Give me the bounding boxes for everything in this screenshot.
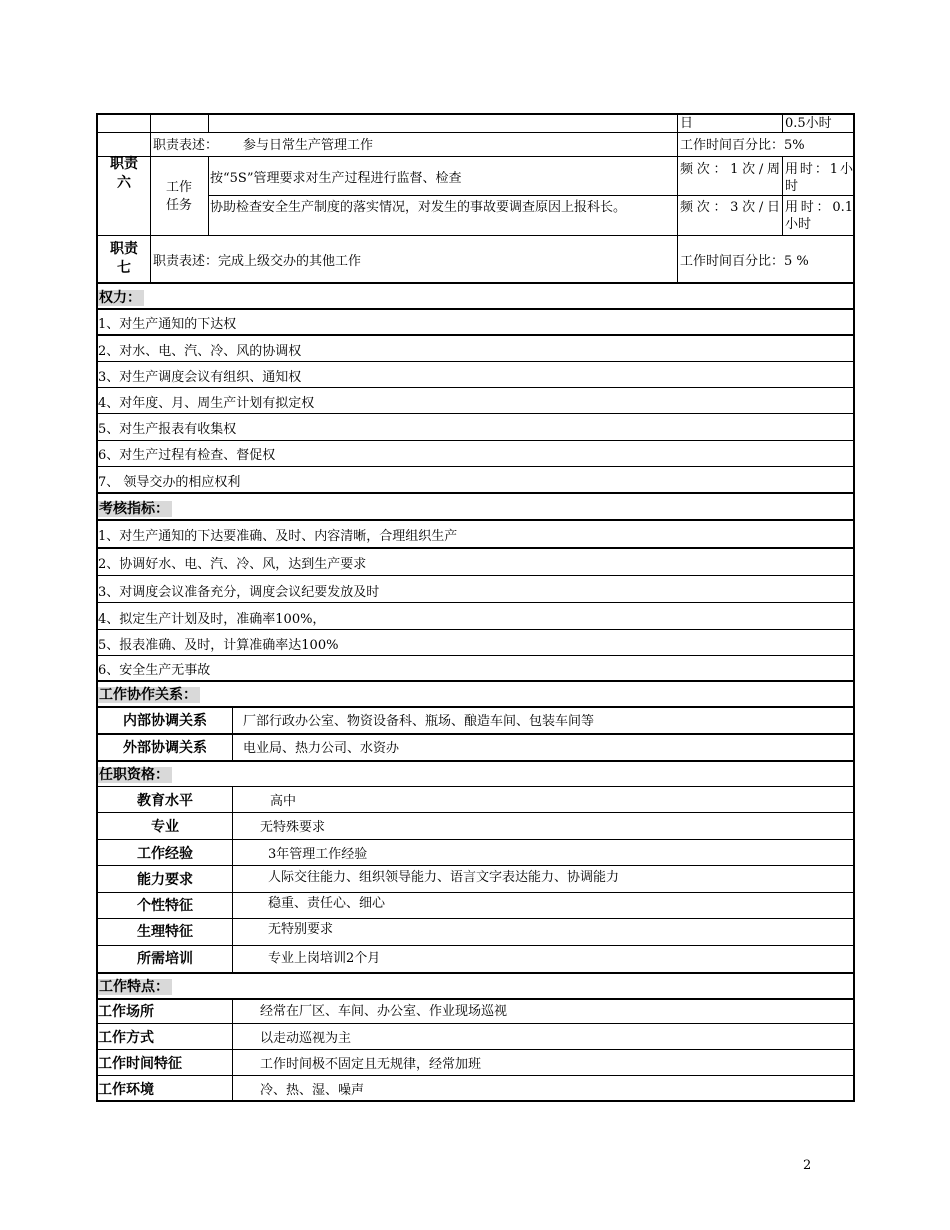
relation-label: 外部协调关系 xyxy=(123,740,207,756)
row-divider xyxy=(96,334,855,336)
feature-value: 经常在厂区、车间、办公室、作业现场巡视 xyxy=(260,1004,508,1019)
section-divider xyxy=(96,972,855,974)
col-divider xyxy=(150,113,151,282)
qualification-label: 所需培训 xyxy=(137,951,193,967)
row-divider xyxy=(96,998,855,1000)
qualification-value: 专业上岗培训2个月 xyxy=(268,951,381,966)
qualification-value: 人际交往能力、组织领导能力、语言文字表达能力、协调能力 xyxy=(268,870,620,885)
row-divider xyxy=(96,361,855,362)
task-time: 用时：0.1小时 xyxy=(785,200,853,232)
row-divider xyxy=(96,156,855,157)
col-divider xyxy=(232,998,233,1102)
row-divider xyxy=(96,387,855,388)
powers-title: 权力： xyxy=(98,290,144,306)
row-divider xyxy=(96,575,855,576)
power-item: 3、对生产调度会议有组织、通知权 xyxy=(98,370,302,385)
qualifications-title: 任职资格： xyxy=(98,767,172,783)
section-divider xyxy=(96,282,855,284)
row-divider xyxy=(96,1075,855,1076)
feature-value: 工作时间极不固定且无规律，经常加班 xyxy=(260,1057,482,1072)
qualification-label: 专业 xyxy=(151,819,179,835)
row-divider xyxy=(96,308,855,310)
power-item: 1、对生产通知的下达权 xyxy=(98,317,237,332)
power-item: 4、对年度、月、周生产计划有拟定权 xyxy=(98,396,315,411)
duty7-desc: 职责表述：完成上级交办的其他工作 xyxy=(153,254,362,269)
section-divider xyxy=(96,680,855,682)
duty7-percent: 工作时间百分比：5 % xyxy=(680,254,809,269)
kpi-title: 考核指标： xyxy=(98,501,172,517)
feature-label: 工作方式 xyxy=(98,1030,154,1046)
row-divider xyxy=(96,892,855,893)
features-title: 工作特点： xyxy=(98,979,172,995)
duty7-label: 职责七 xyxy=(110,241,138,276)
power-item: 2、对水、电、汽、冷、风的协调权 xyxy=(98,344,302,359)
row-divider xyxy=(96,547,855,549)
power-item: 5、对生产报表有收集权 xyxy=(98,422,237,437)
task-freq: 频次：3次/日 xyxy=(680,200,780,215)
row-divider xyxy=(96,466,855,467)
feature-label: 工作场所 xyxy=(98,1004,154,1020)
task-label: 工作任务 xyxy=(165,180,192,213)
section-divider xyxy=(96,760,855,762)
row-divider xyxy=(96,706,855,708)
qualification-value: 稳重、责任心、细心 xyxy=(268,896,386,911)
duty6-label: 职责六 xyxy=(110,156,138,191)
relation-value: 电业局、热力公司、水资办 xyxy=(243,741,400,756)
feature-value: 冷、热、湿、噪声 xyxy=(260,1083,365,1098)
duty6-desc: 参与日常生产管理工作 xyxy=(243,138,374,153)
kpi-item: 2、协调好水、电、汽、冷、风，达到生产要求 xyxy=(98,557,367,572)
section-divider xyxy=(96,492,855,494)
duty6-percent: 工作时间百分比：5% xyxy=(680,138,805,153)
task-freq: 频次：1次/周 xyxy=(680,162,780,177)
col-divider xyxy=(782,113,783,132)
qualification-value: 无特别要求 xyxy=(268,922,334,937)
row-divider xyxy=(96,865,855,866)
kpi-item: 6、安全生产无事故 xyxy=(98,663,211,678)
qualification-value: 无特殊要求 xyxy=(260,820,326,835)
qualification-label: 工作经验 xyxy=(137,846,193,862)
duty6-top-freq: 日 xyxy=(680,116,694,131)
col-divider xyxy=(208,156,209,235)
kpi-item: 5、报表准确、及时，计算准确率达100% xyxy=(98,638,339,653)
row-divider xyxy=(96,1049,855,1050)
task-text: 按“5S”管理要求对生产过程进行监督、检查 xyxy=(210,171,462,186)
qualification-label: 教育水平 xyxy=(137,793,193,809)
task-time: 用时：1小时 xyxy=(785,162,853,194)
row-divider xyxy=(96,602,855,603)
qualification-label: 生理特征 xyxy=(137,924,193,940)
qualification-label: 能力要求 xyxy=(137,872,193,888)
duty6-top-time: 0.5小时 xyxy=(785,116,832,131)
duty6-desc-label: 职责表述： xyxy=(153,138,219,153)
row-divider xyxy=(96,812,855,813)
qualification-label: 个性特征 xyxy=(137,898,193,914)
feature-value: 以走动巡视为主 xyxy=(260,1031,352,1046)
qualification-value: 3年管理工作经验 xyxy=(268,847,368,862)
row-divider xyxy=(96,655,855,656)
page-number: 2 xyxy=(803,1158,812,1173)
row-divider xyxy=(96,1023,855,1024)
relations-title: 工作协作关系： xyxy=(98,687,200,703)
row-divider xyxy=(96,629,855,630)
kpi-item: 4、拟定生产计划及时，准确率100%， xyxy=(98,612,326,627)
power-item: 7、 领导交办的相应权利 xyxy=(98,475,241,490)
row-divider xyxy=(208,195,855,196)
col-divider xyxy=(208,113,209,132)
row-divider xyxy=(96,235,855,236)
row-divider xyxy=(96,519,855,521)
kpi-item: 1、对生产通知的下达要准确、及时、内容清晰，合理组织生产 xyxy=(98,529,458,544)
row-divider xyxy=(96,733,855,735)
row-divider xyxy=(96,440,855,441)
relation-label: 内部协调关系 xyxy=(123,713,207,729)
qualification-value: 高中 xyxy=(270,794,297,809)
row-divider xyxy=(96,945,855,946)
row-divider xyxy=(96,839,855,840)
row-divider xyxy=(96,413,855,414)
power-item: 6、对生产过程有检查、督促权 xyxy=(98,448,276,463)
col-divider xyxy=(677,113,678,282)
task-text: 协助检查安全生产制度的落实情况，对发生的事故要调查原因上报科长。 xyxy=(210,200,627,215)
relation-value: 厂部行政办公室、物资设备科、瓶场、酿造车间、包装车间等 xyxy=(243,714,595,729)
feature-label: 工作环境 xyxy=(98,1082,154,1098)
row-divider xyxy=(96,132,855,133)
row-divider xyxy=(96,786,855,787)
kpi-item: 3、对调度会议准备充分，调度会议纪要发放及时 xyxy=(98,585,380,600)
row-divider xyxy=(96,918,855,919)
feature-label: 工作时间特征 xyxy=(98,1056,182,1072)
col-divider xyxy=(782,156,783,235)
